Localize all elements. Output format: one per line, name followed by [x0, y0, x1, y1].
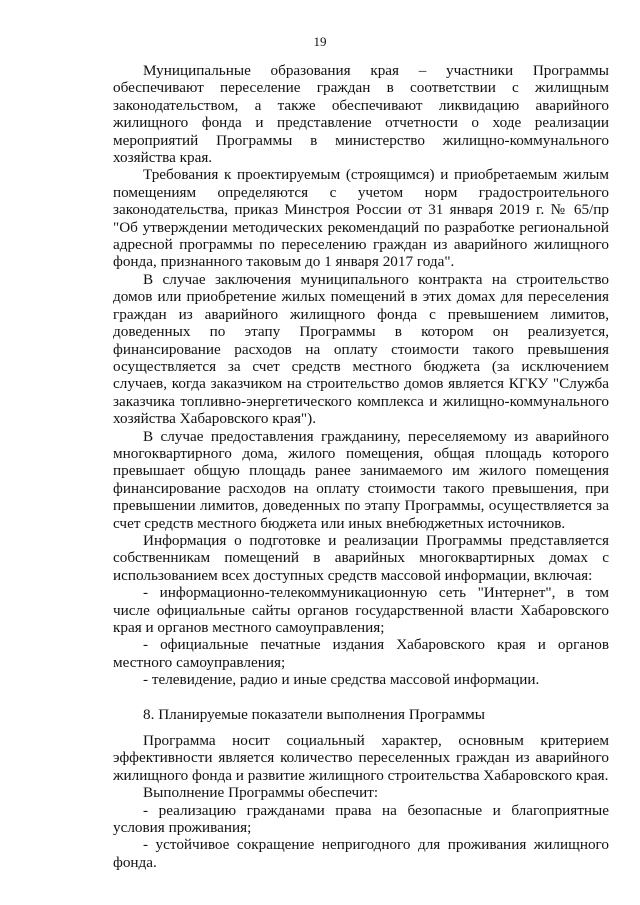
paragraph-contract-limits: В случае заключения муниципального контракта на строительство домов или приобретение жилых помещений в этих домах для переселения граждан из аварийного жилищного фонда с превышением лимитов, доведенных по этапу Программы в котором он реализуется, финансирование расходов на оплату стоимости такого превышения осуществляется за счет средств местного бюджета (за исключением случаев, когда заказчиком на строительство домов является КГКУ "Служба заказчика топливно-энергетического комплекса и жилищно-коммунального хозяйства Хабаровского края"). [113, 270, 609, 428]
section-heading: 8. Планируемые показатели выполнения Программы [143, 705, 485, 723]
page-number: 19 [313, 34, 327, 49]
paragraph-program-ensures: Выполнение Программы обеспечит: [143, 784, 379, 802]
list-item-tv-radio: - телевидение, радио и иные средства массовой информации. [143, 671, 540, 689]
list-item-print-media: - официальные печатные издания Хабаровского края и органов местного самоуправления; [113, 636, 609, 671]
list-item-reduce-unfit-housing: - устойчивое сокращение непригодного для проживания жилищного фонда. [113, 836, 609, 871]
paragraph-program-character: Программа носит социальный характер, основным критерием эффективности является количество переселенных граждан из аварийного жилищного фонда и развитие жилищного строительства Хабаровского края. [113, 732, 609, 784]
paragraph-participants-obligations: Муниципальные образования края – участники Программы обеспечивают переселение граждан в соответствии с жилищным законодательством, а также обеспечивают ликвидацию аварийного жилищного фонда и представление отчетности о ходе реализации мероприятий Программы в министерство жилищно-коммунального хозяйства края. [113, 62, 609, 167]
paragraph-information-provision: Информация о подготовке и реализации Программы представляется собственникам помещений в аварийных многоквартирных домах с использованием всех доступных средств массовой информации, включая: [113, 531, 609, 584]
document-body [113, 62, 609, 871]
list-item-internet: - информационно-телекоммуникационную сеть "Интернет", в том числе официальные сайты органов государственной власти Хабаровского края и органов местного самоуправления; [113, 584, 609, 636]
paragraph-larger-area-financing: В случае предоставления гражданину, переселяемому из аварийного многоквартирного дома, жилого помещения, общая площадь которого превышает общую площадь ранее занимаемого им жилого помещения финансирование расходов на оплату стоимости такого превышения, при превышении лимитов, доведенных по этапу Программы, осуществляется за счет средств местного бюджета или иных внебюджетных источников. [113, 427, 609, 532]
paragraph-housing-requirements: Требования к проектируемым (строящимся) и приобретаемым жилым помещениям определяются с учетом норм градостроительного законодательства, приказ Минстроя России от 31 января 2019 г. № 65/пр "Об утверждении методических рекомендаций по разработке региональной адресной программы по переселению граждан из аварийного жилищного фонда, признанного таковым до 1 января 2017 года". [113, 166, 609, 271]
list-item-safe-conditions: - реализацию гражданами права на безопасные и благоприятные условия проживания; [113, 801, 609, 837]
